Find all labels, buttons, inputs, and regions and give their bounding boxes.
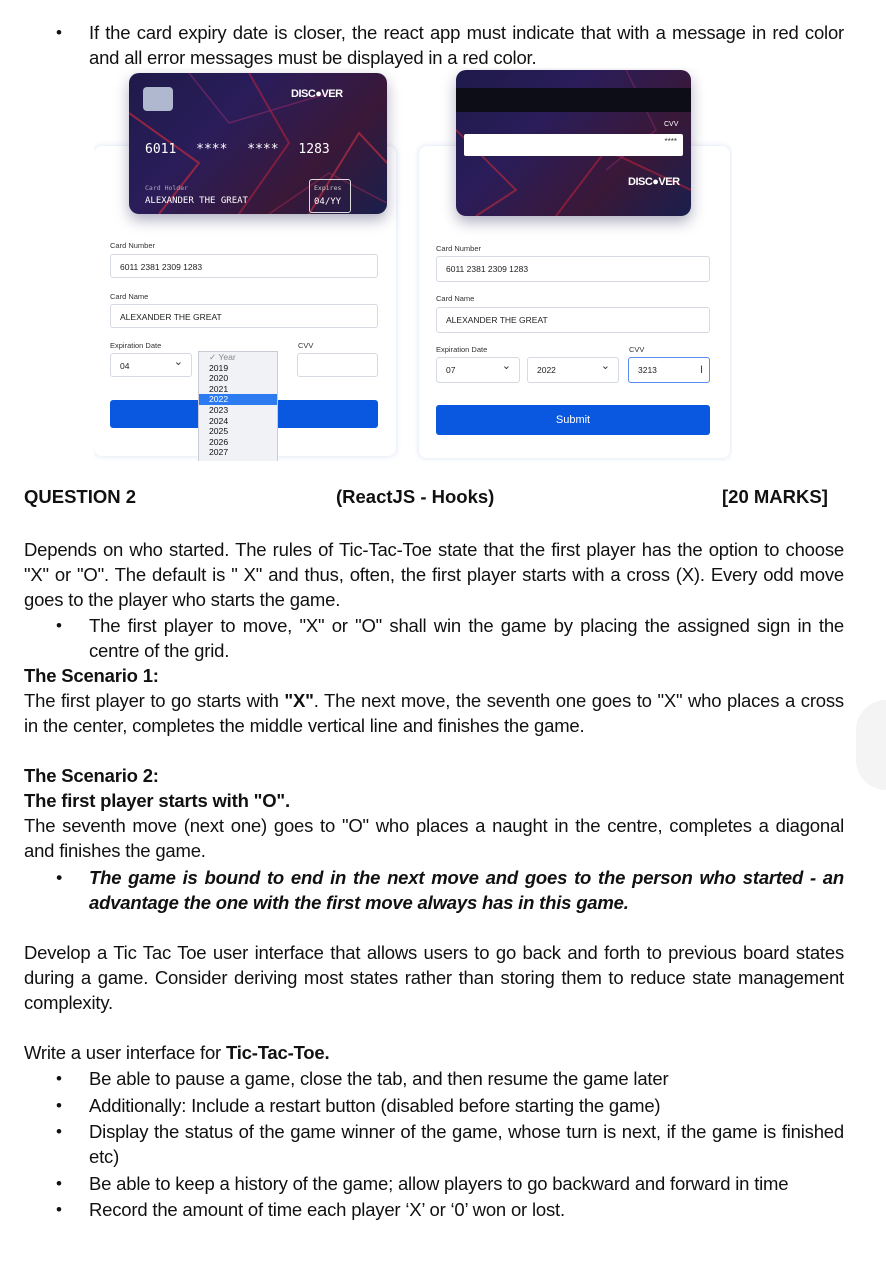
- card-brand: DISC●VER: [291, 88, 343, 100]
- scenario-1-bold: "X": [284, 690, 314, 711]
- scenario-1-title: The Scenario 1:: [24, 665, 159, 686]
- card-front: [129, 73, 387, 214]
- month-select[interactable]: 04 ⌄: [110, 353, 192, 377]
- requirement-item: • Be able to pause a game, close the tab, and then resume the game later: [89, 1066, 844, 1091]
- question-number: QUESTION 2: [24, 486, 137, 507]
- year-dropdown[interactable]: [198, 351, 278, 461]
- expires-label: Expires: [314, 184, 342, 192]
- card-number-input[interactable]: 6011 2381 2309 1283: [110, 254, 378, 278]
- expiration-date-label: Expiration Date: [436, 345, 488, 354]
- card-number-group: 6011: [145, 142, 177, 157]
- year-option[interactable]: 2024: [209, 415, 229, 426]
- card-name-label: Card Name: [110, 292, 149, 301]
- card-name-label: Card Name: [436, 294, 475, 303]
- ui-paragraph-pre: Write a user interface for: [24, 1042, 226, 1063]
- year-option-selected[interactable]: 2022: [199, 394, 277, 405]
- magnetic-stripe: [456, 88, 691, 112]
- question-marks: [20 MARKS]: [722, 486, 828, 507]
- cvv-input[interactable]: [297, 353, 378, 377]
- question-topic: (ReactJS - Hooks): [336, 486, 495, 507]
- card-name-input[interactable]: ALEXANDER THE GREAT: [436, 307, 710, 333]
- year-option[interactable]: 2021: [209, 383, 229, 394]
- card-holder-name: ALEXANDER THE GREAT: [145, 196, 248, 206]
- requirement-item: • Additionally: Include a restart button (disabled before starting the game): [89, 1093, 844, 1118]
- expires-value: 04/YY: [314, 197, 342, 207]
- scenario-2-subtitle: The first player starts with "O".: [24, 790, 290, 811]
- cvv-field-label: CVV: [298, 341, 314, 350]
- card-number-group: 1283: [298, 142, 330, 157]
- scenario-1-pre: The first player to go starts with: [24, 690, 285, 711]
- ui-paragraph: [24, 1040, 844, 1065]
- requirement-item: • Be able to keep a history of the game; allow players to go backward and forward in time: [89, 1171, 844, 1196]
- intro-bullet: • If the card expiry date is closer, the react app must indicate that with a message in red color and all error messages must be displayed in a red color.: [89, 20, 844, 70]
- card-number-input[interactable]: 6011 2381 2309 1283: [436, 256, 710, 282]
- requirement-item: • Display the status of the game winner of the game, whose turn is next, if the game is finished etc): [89, 1119, 844, 1169]
- advantage-bullet: • The game is bound to end in the next move and goes to the person who started - an advantage the one with the first move always has in this game.: [89, 865, 844, 915]
- year-option[interactable]: 2019: [209, 362, 229, 373]
- card-number-display: [145, 142, 330, 157]
- task-paragraph: Develop a Tic Tac Toe user interface that allows users to go back and forth to previous board states during a game. Consider deriving most states rather than storing them to reduce state management complexity.: [24, 942, 844, 1013]
- card-brand: DISC●VER: [628, 176, 680, 188]
- year-option[interactable]: 2025: [209, 426, 229, 437]
- scenario-1-post: . The next move, the seventh one goes to "X" who places a cross in the center, completes the middle vertical line and finishes the game.: [24, 690, 844, 736]
- cvv-mask: ****: [664, 137, 677, 146]
- scenario-2-text: The seventh move (next one) goes to "O" who places a naught in the centre, completes a diagonal and finishes the game.: [24, 815, 844, 861]
- expiration-date-label: Expiration Date: [110, 341, 162, 350]
- card-name-input[interactable]: ALEXANDER THE GREAT: [110, 304, 378, 328]
- submit-button[interactable]: Submit: [436, 405, 710, 435]
- cvv-input-value: 3213: [638, 365, 657, 375]
- cvv-input[interactable]: [628, 357, 710, 383]
- card-number-group: ****: [247, 142, 279, 157]
- card-number-label: Card Number: [436, 244, 482, 253]
- expires-box: [309, 179, 351, 213]
- year-select[interactable]: 2022 ⌄: [527, 357, 619, 383]
- month-select[interactable]: 07 ⌄: [436, 357, 520, 383]
- credit-card-form-figure: [94, 68, 732, 461]
- scenario-1-text: [24, 688, 844, 738]
- card-back: [456, 70, 691, 216]
- card-holder-label: Card Holder: [145, 184, 189, 192]
- intro-paragraph: Depends on who started. The rules of Tic-Tac-Toe state that the first player has the option to choose "X" or "O". The default is " X" and thus, often, the first player starts with a cross (X). Every odd move goes to the player who starts the game.: [24, 539, 844, 610]
- cvv-strip: [464, 134, 683, 156]
- year-header: ✓ Year: [209, 352, 236, 362]
- text-cursor-icon: I: [699, 364, 703, 376]
- requirement-item: • Record the amount of time each player ‘X’ or ‘0’ won or lost.: [89, 1197, 844, 1222]
- scenario-2-title: The Scenario 2:: [24, 765, 159, 786]
- cvv-label: CVV: [664, 121, 679, 128]
- rule-bullet: • The first player to move, "X" or "O" shall win the game by placing the assigned sign in the centre of the grid.: [89, 613, 844, 663]
- year-option[interactable]: 2027: [209, 447, 229, 458]
- year-option[interactable]: 2026: [209, 436, 229, 447]
- page-edge-shadow: [856, 700, 886, 790]
- ui-paragraph-bold: Tic-Tac-Toe.: [225, 1042, 330, 1063]
- card-number-group: ****: [196, 142, 228, 157]
- year-option[interactable]: 2023: [209, 404, 229, 415]
- year-option[interactable]: 2020: [209, 373, 229, 384]
- chip-icon: [143, 87, 173, 111]
- cvv-field-label: CVV: [629, 345, 645, 354]
- card-number-label: Card Number: [110, 241, 156, 250]
